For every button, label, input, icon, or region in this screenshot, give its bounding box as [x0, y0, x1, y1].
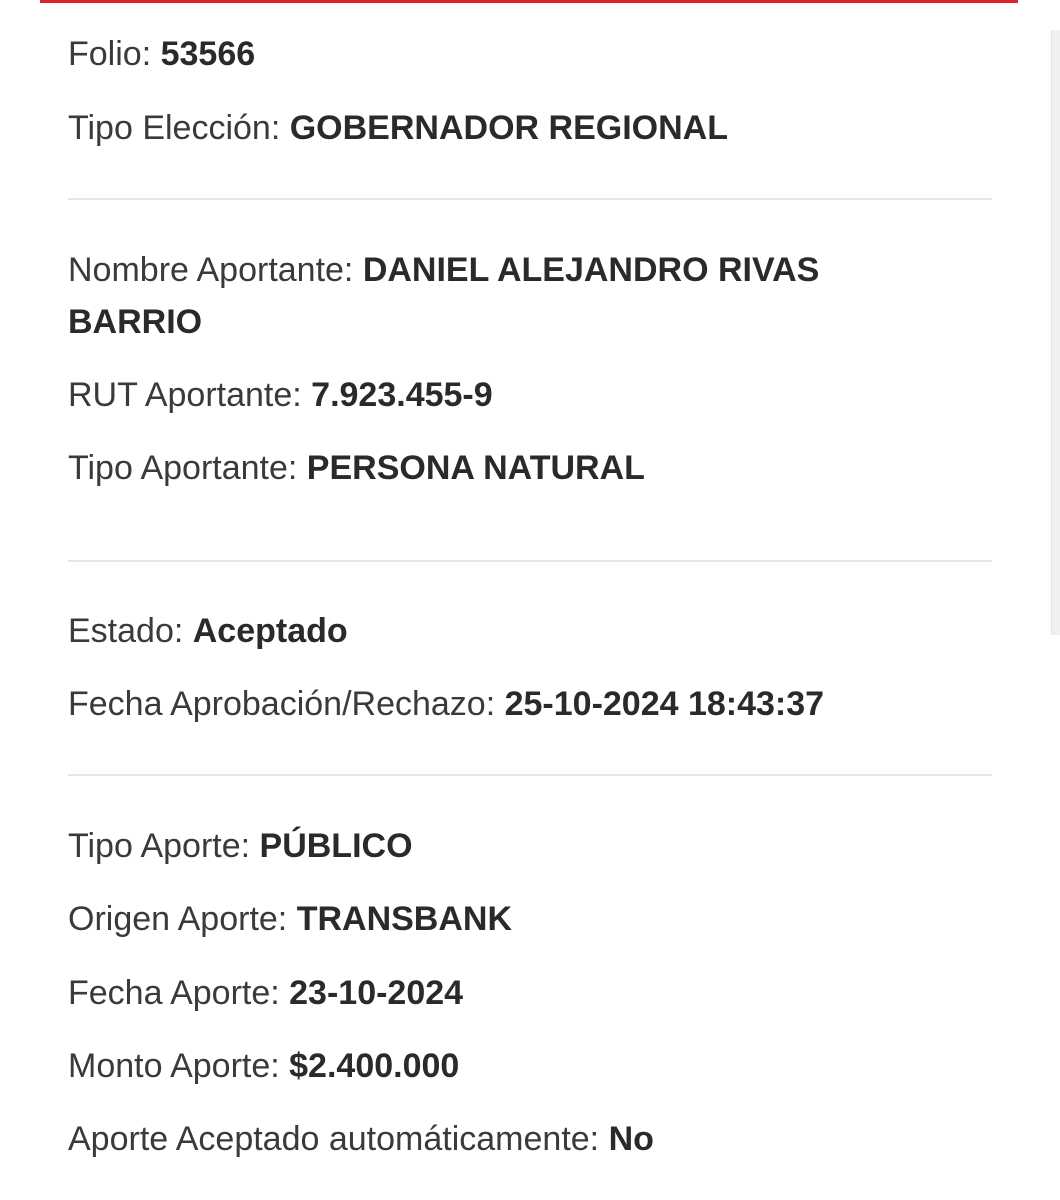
- rut-aportante-label: RUT Aportante:: [68, 376, 312, 414]
- nombre-aportante-row: [68, 244, 898, 348]
- scrollbar[interactable]: [1051, 30, 1060, 635]
- tipo-aportante-row: [68, 442, 645, 494]
- section-divider: [68, 560, 992, 562]
- rut-aportante-value: 7.923.455-9: [311, 376, 493, 414]
- fecha-aporte-row: [68, 967, 463, 1019]
- nombre-aportante-label: Nombre Aportante:: [68, 251, 363, 289]
- folio-value: 53566: [160, 35, 256, 73]
- tipo-aporte-row: [68, 820, 413, 872]
- estado-value: Aceptado: [192, 612, 348, 650]
- aceptado-auto-label: Aporte Aceptado automáticamente:: [68, 1120, 609, 1158]
- origen-aporte-value: TRANSBANK: [296, 900, 513, 938]
- estado-row: [68, 605, 348, 657]
- section-divider: [68, 774, 992, 776]
- aceptado-auto-row: [68, 1113, 654, 1165]
- card-top-border: [40, 0, 1018, 3]
- fecha-aprobacion-value: 25-10-2024 18:43:37: [504, 685, 825, 723]
- folio-row: [68, 28, 255, 80]
- fecha-aprobacion-row: [68, 678, 824, 730]
- origen-aporte-label: Origen Aporte:: [68, 900, 297, 938]
- rut-aportante-row: [68, 369, 493, 421]
- fecha-aprobacion-label: Fecha Aprobación/Rechazo:: [68, 685, 505, 723]
- tipo-aportante-value: PERSONA NATURAL: [306, 449, 645, 487]
- fecha-aporte-value: 23-10-2024: [289, 974, 464, 1012]
- monto-aporte-label: Monto Aporte:: [68, 1047, 290, 1085]
- tipo-eleccion-value: GOBERNADOR REGIONAL: [289, 109, 728, 147]
- tipo-aporte-label: Tipo Aporte:: [68, 827, 260, 865]
- aceptado-auto-value: No: [608, 1120, 654, 1158]
- tipo-aportante-label: Tipo Aportante:: [68, 449, 307, 487]
- monto-aporte-row: [68, 1040, 459, 1092]
- nombre-aportante-value: DANIEL ALEJANDRO RIVAS BARRIO: [68, 251, 820, 341]
- tipo-aporte-value: PÚBLICO: [259, 827, 413, 865]
- monto-aporte-value: $2.400.000: [289, 1047, 460, 1085]
- folio-label: Folio:: [68, 35, 161, 73]
- tipo-eleccion-row: [68, 102, 728, 154]
- fecha-aporte-label: Fecha Aporte:: [68, 974, 290, 1012]
- estado-label: Estado:: [68, 612, 193, 650]
- tipo-eleccion-label: Tipo Elección:: [68, 109, 290, 147]
- origen-aporte-row: [68, 893, 512, 945]
- section-divider: [68, 198, 992, 200]
